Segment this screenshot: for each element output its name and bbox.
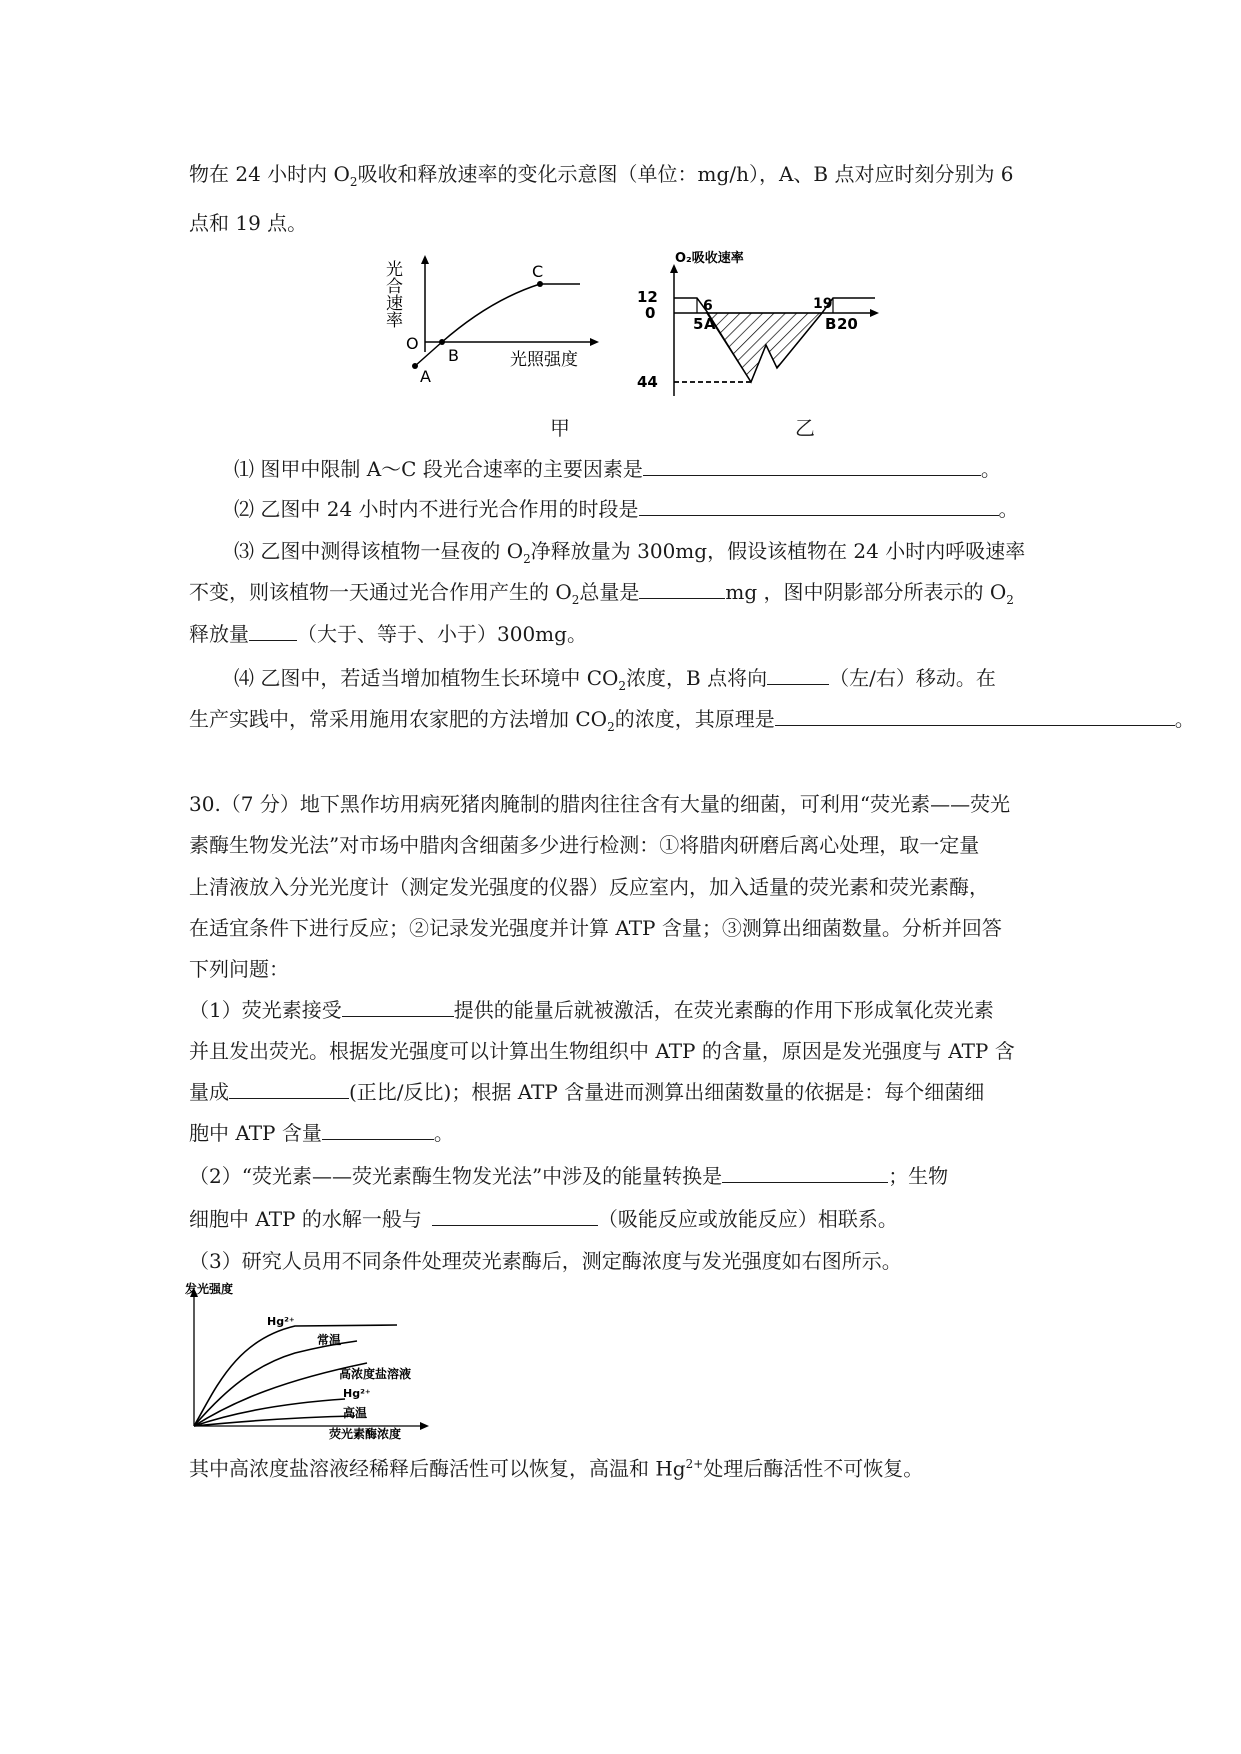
q29-part-4-line-1: ⑷ 乙图中，若适当增加植物生长环境中 $CO_2$浓度，B 点将向 （左/右）移动。在 <box>234 666 996 693</box>
figure-yi <box>635 248 885 398</box>
q30-sub-3: （3）研究人员用不同条件处理荧光素酶后，测定酶浓度与发光强度如右图所示。 <box>189 1249 902 1273</box>
yi-t5: 5 <box>693 315 704 333</box>
fig3-curve-salt: 高浓度盐溶液 <box>339 1367 412 1381</box>
figure-jia <box>380 255 600 385</box>
q29-part-3-line-3: 释放量 （大于、等于、小于）300mg。 <box>189 622 587 646</box>
q29-part-1: ⑴ 图甲中限制 A～C 段光合速率的主要因素是 。 <box>234 457 1001 481</box>
jia-xlabel: 光照强度 <box>510 350 578 370</box>
jia-origin: O <box>406 334 419 353</box>
answer-blank[interactable] <box>639 497 999 516</box>
answer-blank[interactable] <box>639 580 725 599</box>
yi-y12: 12 <box>637 288 658 306</box>
jia-ylabel-4: 率 <box>386 311 403 331</box>
fig3-curve-high-temp: 高温 <box>343 1406 368 1420</box>
jia-ylabel-2: 合 <box>386 277 403 297</box>
answer-blank[interactable] <box>432 1207 598 1226</box>
yi-t6: 6 <box>703 298 713 314</box>
jia-caption: 甲 <box>550 416 570 440</box>
intro-line-2: 点和 19 点。 <box>189 211 308 235</box>
q30-sub-2-line-2: 细胞中 ATP 的水解一般与 （吸能反应或放能反应）相联系。 <box>189 1207 898 1231</box>
yi-tA: A <box>704 315 716 333</box>
q30-sub-2-line-1: （2）“荧光素——荧光素酶生物发光法”中涉及的能量转换是 ；生物 <box>189 1164 949 1188</box>
yi-caption: 乙 <box>795 416 815 440</box>
fig3-xlabel: 荧光素酶浓度 <box>329 1427 402 1440</box>
fig3-curve-hg-low: Hg²⁺ <box>343 1387 371 1400</box>
yi-t20: 20 <box>837 315 858 333</box>
q29-part-4-line-2: 生产实践中，常采用施用农家肥的方法增加 $CO_2$的浓度，其原理是 。 <box>189 707 1195 734</box>
jia-point-a: A <box>420 367 431 385</box>
fig3-curve-hg-top: Hg²⁺ <box>267 1315 295 1328</box>
q29-part-3-line-2: 不变，则该植物一天通过光合作用产生的 $O_2$总量是 mg ，图中阴影部分所表示的 $O_2$ <box>189 580 1014 607</box>
q29-part-2: ⑵ 乙图中 24 小时内不进行光合作用的时段是 。 <box>234 497 1019 521</box>
q30-stem-line-4: 在适宜条件下进行反应；②记录发光强度并计算 ATP 含量；③测算出细菌数量。分析并回答 <box>189 916 1002 940</box>
answer-blank[interactable] <box>229 1080 349 1099</box>
jia-ylabel-1: 光 <box>386 260 403 280</box>
yi-title: O₂吸收速率 <box>675 251 744 266</box>
jia-ylabel-3: 速 <box>386 294 403 314</box>
yi-t19: 19 <box>813 296 833 312</box>
q30-sub-1-line-4: 胞中 ATP 含量 。 <box>189 1121 454 1145</box>
yi-tB: B <box>825 315 837 333</box>
yi-y0: 0 <box>645 304 656 322</box>
answer-blank[interactable] <box>249 622 297 641</box>
q29-part-3-line-1: ⑶ 乙图中测得该植物一昼夜的 $O_2$净释放量为 300mg，假设该植物在 24 小时内呼吸速率 <box>234 539 1026 566</box>
answer-blank[interactable] <box>775 707 1175 726</box>
figure-luminescence <box>175 1280 445 1440</box>
q30-stem-line-2: 素酶生物发光法”对市场中腊肉含细菌多少进行检测：①将腊肉研磨后离心处理，取一定量 <box>189 833 980 857</box>
q30-closing-line: 其中高浓度盐溶液经稀释后酶活性可以恢复，高温和 $Hg^{2+}$处理后酶活性不可恢复。 <box>189 1456 924 1481</box>
q30-sub-1-line-2: 并且发出荧光。根据发光强度可以计算出生物组织中 ATP 的含量，原因是发光强度与 ATP 含 <box>189 1039 1015 1063</box>
jia-point-b: B <box>448 346 459 365</box>
fig3-ylabel: 发光强度 <box>185 1282 234 1296</box>
q30-stem-line-5: 下列问题： <box>189 957 289 981</box>
q30-stem-line-3: 上清液放入分光光度计（测定发光强度的仪器）反应室内，加入适量的荧光素和荧光素酶， <box>189 875 989 899</box>
yi-y44: 44 <box>637 373 658 391</box>
answer-blank[interactable] <box>722 1164 888 1183</box>
answer-blank[interactable] <box>643 457 981 476</box>
intro-line-1: 物在 24 小时内 $O_2$吸收和释放速率的变化示意图（单位：mg/h），A、B 点对应时刻分别为 6 <box>189 162 1014 189</box>
fig3-curve-normal: 常温 <box>317 1333 342 1347</box>
jia-point-c: C <box>532 262 544 281</box>
q30-sub-1-line-1: （1）荧光素接受 提供的能量后就被激活，在荧光素酶的作用下形成氧化荧光素 <box>189 998 994 1022</box>
answer-blank[interactable] <box>342 998 454 1017</box>
q30-stem-line-1: 30.（7 分）地下黑作坊用病死猪肉腌制的腊肉往往含有大量的细菌，可利用“荧光素——荧光 <box>189 792 1011 816</box>
answer-blank[interactable] <box>767 666 829 685</box>
answer-blank[interactable] <box>322 1121 434 1140</box>
q30-sub-1-line-3: 量成 (正比/反比)；根据 ATP 含量进而测算出细菌数量的依据是：每个细菌细 <box>189 1080 985 1104</box>
